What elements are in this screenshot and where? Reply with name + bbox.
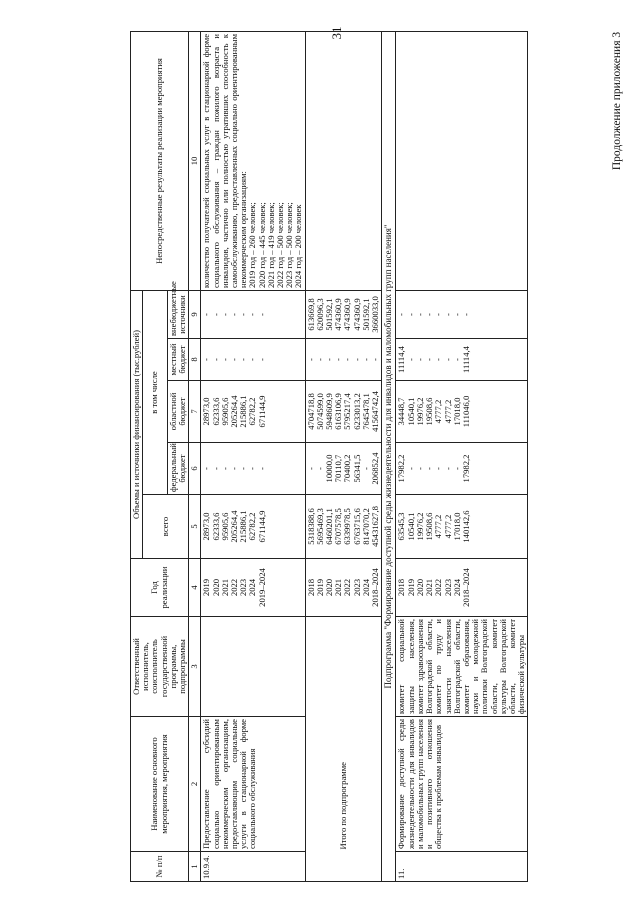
cell-line: 2019 [405,578,416,597]
cell-line: - [442,313,453,316]
cell-line: 2018 [305,578,316,597]
cell-line: 140142,6 [460,510,471,543]
cell-line: 6233013,2 [351,393,362,430]
row-total [201,495,305,559]
page-number: 31 [329,26,344,40]
total-extrabudget [305,290,382,338]
header-federal: федеральный бюджет [167,443,188,495]
cell-line: 2019 [201,578,212,597]
cell-line: - [238,313,249,316]
cell-line: 2024 [247,578,258,597]
cell-line: - [451,358,462,361]
cell-line: 4777,2 [442,399,453,424]
cell-line: 6707578,5 [333,508,344,545]
cell-line: - [238,467,249,470]
cell-line: - [405,467,416,470]
cell-line: 10540,1 [405,512,416,541]
cell-line: 41564742,4 [370,391,381,432]
cell-line: 2018–2024 [370,568,381,607]
colnum-9: 9 [189,290,201,338]
cell-line: 5695469,3 [314,508,325,545]
subprogram-title: Подпрограмма "Формирование доступной среды жизнедеятельности для инвалидов и маломобильных групп населения" [382,31,396,881]
continuation-label: Продолжение приложения 3 [611,31,623,171]
cell-line: 2022 [342,578,353,597]
cell-line: - [414,358,425,361]
cell-line: 5948609,9 [324,393,335,430]
cell-line: 620096,3 [314,298,325,331]
cell-line: 6763715,6 [351,508,362,545]
cell-line: 28973,0 [201,512,212,541]
cell-line: 17018,0 [451,397,462,426]
cell-line: - [201,358,212,361]
cell-line: - [424,467,435,470]
row-regional [201,381,305,443]
cell-line: 6460201,1 [324,508,335,545]
cell-line: 19976,2 [414,397,425,426]
colnum-3: 3 [189,617,201,717]
colnum-1: 1 [189,852,201,882]
cell-line: 6339978,5 [342,508,353,545]
cell-line: 474360,9 [351,298,362,331]
cell-line: - [360,358,371,361]
cell-line: - [433,358,444,361]
cell-line: - [414,313,425,316]
table-row-10-9-4 [201,31,305,881]
total-years [305,559,382,617]
row11-years [396,559,528,617]
cell-line: 17018,0 [451,512,462,541]
colnum-10: 10 [189,31,201,290]
cell-line: - [229,358,240,361]
cell-line: - [396,313,407,316]
row11-federal [396,443,528,495]
cell-line: 5318388,6 [305,508,316,545]
cell-line: 2020 [414,578,425,597]
cell-line: - [370,358,381,361]
total-label: Итого по подпрограмме [305,617,382,852]
colnum-7: 7 [189,381,201,443]
total-federal [305,443,382,495]
cell-line: - [256,313,267,316]
cell-line: 613669,8 [305,298,316,331]
header-name: Наименование основного мероприятия, мероприятия [131,717,189,852]
row-years [201,559,305,617]
header-extrabudget: внебюджетные источники [167,290,188,338]
cell-line: 2020 [210,578,221,597]
cell-line: 17982,2 [460,454,471,483]
cell-line: 2023 [238,578,249,597]
cell-line: - [333,358,344,361]
cell-line: 501592,1 [324,298,335,331]
cell-line: 70400,2 [342,454,353,483]
row-result [201,31,305,290]
header-executor: Ответственный исполнитель, соисполнитель государственной программы, подпрограммы [131,617,189,717]
total-regional [305,381,382,443]
cell-line: 2023 [442,578,453,597]
colnum-5: 5 [189,495,201,559]
table-row-11 [396,31,528,881]
header-no: № п/п [131,852,189,882]
row11-total [396,495,528,559]
cell-line: 2021 [219,578,230,597]
cell-line: - [460,313,471,316]
row11-extrabudget [396,290,528,338]
cell-line: - [210,358,221,361]
total-total [305,495,382,559]
cell-line: - [247,467,258,470]
cell-line: - [442,467,453,470]
cell-line: - [451,313,462,316]
cell-line: - [405,358,416,361]
cell-line: - [351,358,362,361]
cell-line: 2020 [324,578,335,597]
row-result-text: количество получателей социальных услуг в стационарной форме социального обслуживания – граждан пожилого возраста и инвалидов, частично или полностью утративших способность к самообслуживанию, предоставленных социально ориентированным некоммерческим организациям: [201,33,249,288]
cell-line: 4777,2 [442,514,453,539]
cell-line: - [219,358,230,361]
cell-line: 3660033,0 [370,296,381,333]
cell-line: 28973,0 [201,397,212,426]
row11-no: 11. [396,852,528,882]
row-executor [201,617,305,717]
cell-line: 11114,4 [396,346,407,373]
cell-line: 2024 [451,578,462,597]
cell-line: 56341,5 [351,454,362,483]
cell-line: 474360,9 [333,298,344,331]
cell-line: 10540,1 [405,397,416,426]
cell-line: - [314,467,325,470]
cell-line: 62782,2 [247,397,258,426]
colnum-6: 6 [189,443,201,495]
cell-line: 2023 [351,578,362,597]
row11-regional [396,381,528,443]
total-local [305,339,382,381]
funding-table [130,31,528,882]
row-no: 10.9.4. [201,852,305,882]
header-result: Непосредственные результаты реализации мероприятия [131,31,189,290]
cell-line: 111046,0 [460,395,471,428]
cell-line: 62782,2 [247,512,258,541]
cell-line: 474360,9 [342,298,353,331]
cell-line: - [256,467,267,470]
cell-line: - [219,467,230,470]
cell-line: 671144,9 [256,510,267,543]
row-local [201,339,305,381]
cell-line: 501592,1 [360,298,371,331]
rotated-table-wrapper [130,32,615,882]
cell-line: 2020 год – 445 человек; [256,202,267,288]
cell-line: - [405,313,416,316]
cell-line: 4777,2 [433,514,444,539]
cell-line: 6163106,9 [333,393,344,430]
row11-local [396,339,528,381]
cell-line: 4704718,8 [305,393,316,430]
cell-line: 10000,0 [324,454,335,483]
cell-line: 70110,7 [333,454,344,483]
cell-line: - [451,467,462,470]
cell-line: 2018–2024 [460,568,471,607]
cell-line: 19508,6 [424,512,435,541]
cell-line: 8147070,2 [360,508,371,545]
cell-line: 34448,7 [396,397,407,426]
cell-line: - [256,358,267,361]
cell-line: - [442,358,453,361]
table-row-total [305,31,382,881]
cell-line: - [433,313,444,316]
cell-line: 2024 [360,578,371,597]
row-extrabudget [201,290,305,338]
cell-line: 19508,6 [424,397,435,426]
cell-line: 2019 [314,578,325,597]
header-year: Год реализации [131,559,189,617]
row-result-lines [248,34,303,288]
cell-line: 2019 год – 260 человек; [247,202,258,288]
cell-line: 95905,6 [219,512,230,541]
cell-line: - [201,467,212,470]
header-funding: Объемы и источники финансирования (тыс.рублей) [131,290,143,558]
cell-line: - [247,358,258,361]
cell-line: 11114,4 [460,346,471,373]
cell-line: 215886,1 [238,510,249,543]
cell-line: 2022 год – 500 человек; [275,202,286,288]
row-name: Предоставление субсидий социально ориентированным некоммерческим организациям, предоставляющим социальные услуги в стационарной форме социального обслуживания [201,717,305,852]
cell-line: - [238,358,249,361]
colnum-8: 8 [189,339,201,381]
cell-line: 19976,2 [414,512,425,541]
row11-name: Формирование доступной среды жизнедеятельности для инвалидов и маломобильных групп населения и позитивного отношения общества к проблемам инвалидов [396,717,528,852]
cell-line: - [314,358,325,361]
cell-line: 205264,4 [229,510,240,543]
header-regional: областной бюджет [167,381,188,443]
cell-line: 2021 год – 419 человек; [265,202,276,288]
cell-line: 2022 [229,578,240,597]
row11-executor: комитет социальной защиты населения, комитет здравоохранения Волгоградской области, комитет по труду и занятости населения Волгоградской области, комитет образования, науки и молодежной политики Волгоградской области, комитет культуры Волгоградской области, комитет физической культуры [396,617,528,717]
cell-line: - [433,467,444,470]
cell-line: - [201,313,212,316]
colnum-4: 4 [189,559,201,617]
cell-line: 45431627,8 [370,506,381,547]
cell-line: - [219,313,230,316]
cell-line: 7645478,1 [360,393,371,430]
cell-line: 206852,4 [370,452,381,485]
cell-line: 215886,1 [238,395,249,428]
cell-line: 2021 [424,578,435,597]
cell-line: - [324,358,335,361]
cell-line: 2019–2024 [256,568,267,607]
row-federal [201,443,305,495]
cell-line: 671144,9 [256,395,267,428]
cell-line: 2023 год – 500 человек; [284,202,295,288]
colnum-2: 2 [189,717,201,852]
cell-line: 5795217,4 [342,393,353,430]
subprogram-row [382,31,396,881]
cell-line: - [342,358,353,361]
cell-line: - [424,313,435,316]
cell-line: 95905,6 [219,397,230,426]
cell-line: 62333,6 [210,512,221,541]
cell-line: - [305,467,316,470]
cell-line: - [414,467,425,470]
header-including: в том числе [143,290,168,494]
cell-line: 2022 [433,578,444,597]
cell-line: 63545,3 [396,512,407,541]
cell-line: - [247,313,258,316]
cell-line: - [229,467,240,470]
cell-line: 4777,2 [433,399,444,424]
cell-line: - [229,313,240,316]
cell-line: - [424,358,435,361]
cell-line: - [210,467,221,470]
cell-line: 2018 [396,578,407,597]
cell-line: - [360,467,371,470]
cell-line: 2021 [333,578,344,597]
header-local: местный бюджет [167,339,188,381]
cell-line: 2024 год – 200 человек [293,204,304,288]
cell-line: - [305,358,316,361]
cell-line: 17982,2 [396,454,407,483]
cell-line: 5074599,0 [314,393,325,430]
header-total: всего [143,495,189,559]
cell-line: 62333,6 [210,397,221,426]
cell-line: - [210,313,221,316]
cell-line: 205264,4 [229,395,240,428]
